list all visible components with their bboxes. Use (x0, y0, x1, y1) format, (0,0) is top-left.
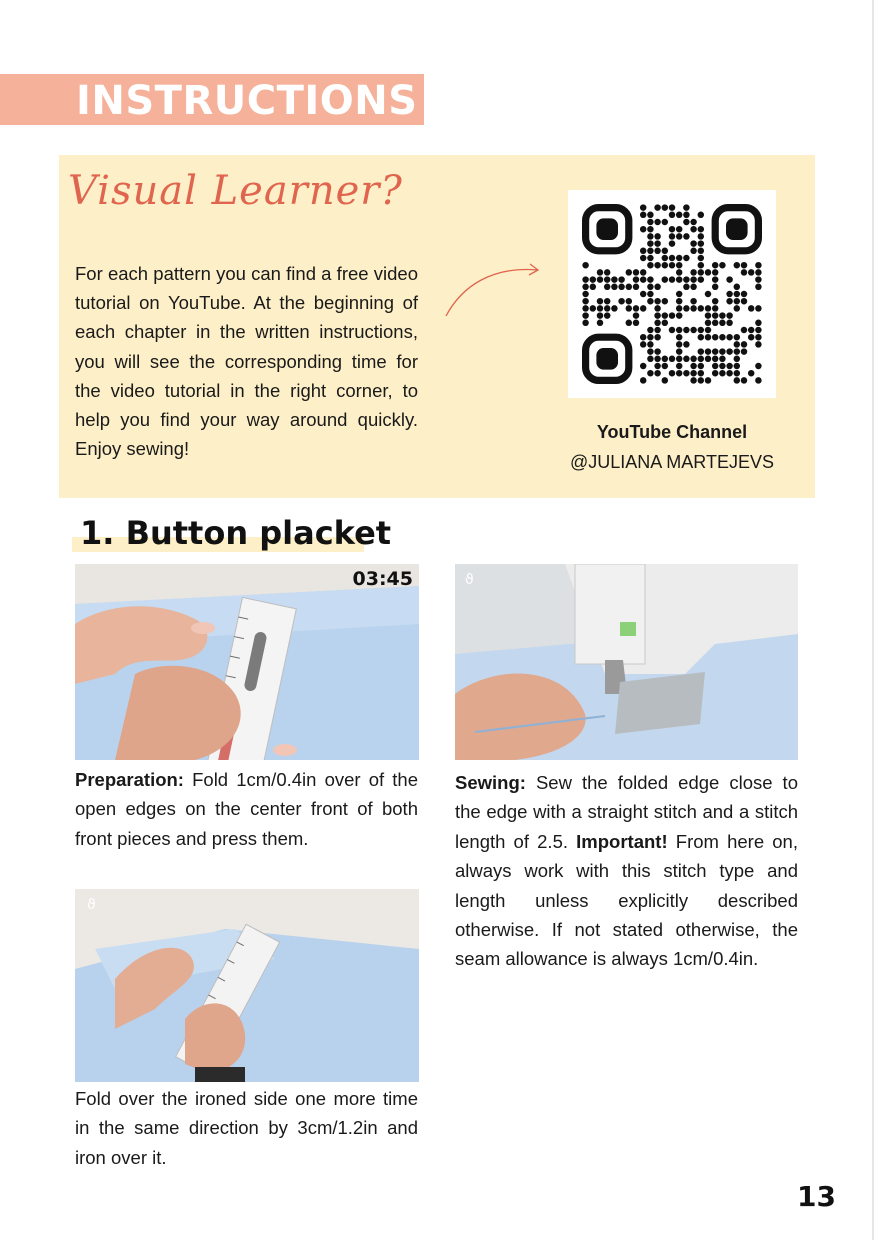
section-title-banner (0, 74, 424, 125)
svg-text:ϑ: ϑ (465, 572, 474, 588)
qr-code-icon (568, 190, 776, 398)
step-preparation-text (75, 765, 418, 853)
step-sewing-text (455, 768, 798, 974)
photo-folding (75, 889, 419, 1082)
video-timestamp: 03:45 (352, 568, 413, 590)
youtube-channel-label: YouTube Channel (596, 422, 748, 442)
step-sewing-important: Important! (576, 830, 668, 852)
photo-preparation (75, 564, 419, 760)
photo-sewing (455, 564, 798, 760)
step-fold-text (75, 1084, 418, 1172)
page-number: 13 (797, 1180, 836, 1213)
step-sewing-body-2: From here on, always work with this stitch type and length unless explicitly described otherwise. If not stated otherwise, the seam allowance is always 1cm/0.4in. (455, 830, 798, 970)
step-sewing-body: Sew the folded edge close to the edge with a straight stitch and a stitch length of 2.5. (455, 772, 798, 852)
visual-learner-title: Visual Learner? (68, 168, 403, 214)
svg-text:ϑ: ϑ (87, 897, 96, 913)
step-preparation-body: Fold 1cm/0.4in over of the open edges on the center front of both front pieces and press them. (75, 769, 418, 849)
visual-learner-description: For each pattern you can find a free video tutorial on YouTube. At the beginning of each chapter in the written instructions, you will see the corresponding time for the video tutorial in the right corner, to help you find your way around quickly. Enjoy sewing! (75, 263, 418, 460)
youtube-channel-handle[interactable]: @JULIANA MARTEJEVS (570, 452, 774, 472)
step-preparation-lead: Preparation: (75, 769, 184, 790)
step-sewing-lead: Sewing: (455, 772, 526, 793)
qr-code[interactable] (568, 190, 776, 398)
step-fold-body: Fold over the ironed side one more time in the same direction by 3cm/1.2in and iron over it. (75, 1088, 418, 1168)
curved-arrow-icon (440, 258, 544, 322)
section-heading: 1. Button placket (80, 514, 392, 552)
page-title: INSTRUCTIONS (76, 78, 418, 124)
